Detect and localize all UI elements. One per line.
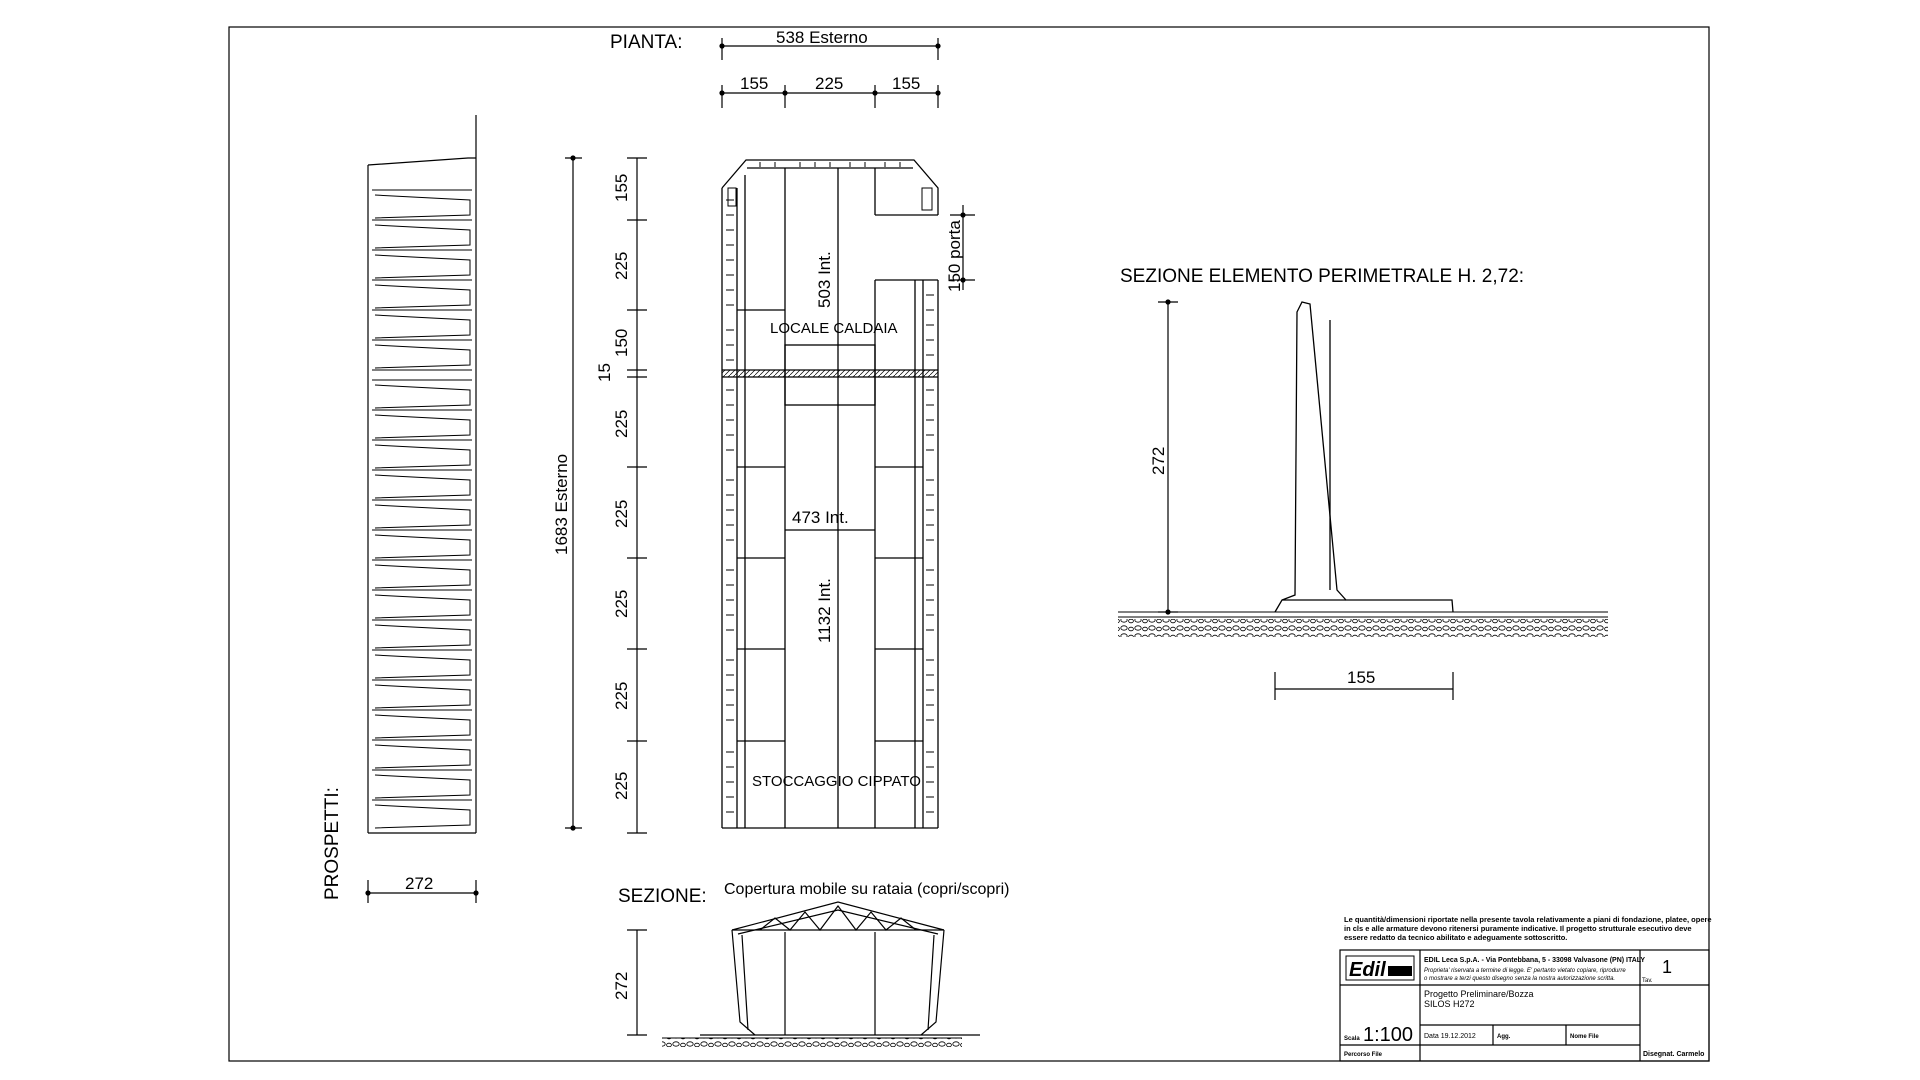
company-logo bbox=[1346, 956, 1414, 981]
prospetti-title: PROSPETTI: bbox=[322, 787, 343, 900]
sezione-title: SEZIONE: bbox=[618, 886, 707, 907]
element-ground bbox=[1118, 612, 1608, 617]
partition-hatch bbox=[722, 370, 938, 377]
roof-caption: Copertura mobile su rataia (copri/scopri) bbox=[724, 881, 1010, 898]
tav-label: Tav. bbox=[1642, 978, 1653, 984]
dim-left-225a: 225 bbox=[612, 251, 631, 280]
room-caldaia: LOCALE CALDAIA bbox=[770, 320, 898, 337]
dim-int-473: 473 Int. bbox=[792, 508, 849, 527]
sezione-elemento-title: SEZIONE ELEMENTO PERIMETRALE H. 2,72: bbox=[1120, 266, 1525, 287]
sheet-number: 1 bbox=[1662, 957, 1673, 977]
section-ground bbox=[662, 1038, 962, 1047]
dim-prospetti-width-label: 272 bbox=[405, 874, 434, 893]
dim-left-225f: 225 bbox=[612, 771, 631, 800]
dim-total-length-label: 1683 Esterno bbox=[552, 453, 571, 555]
disclaimer: Le quantità/dimensioni riportate nella presente tavola relativamente a piani di fondazione, platee, opere in cls e alle armature devono ritenersi puramente indicative. Il progetto strutturale esecutivo deve essere redatto da tecnico abilitato e adeguamente sottoscritto. bbox=[1344, 915, 1712, 942]
dim-left-225c: 225 bbox=[612, 499, 631, 528]
dim-element-base-label: 155 bbox=[1347, 668, 1376, 687]
logo-text: Edil bbox=[1349, 959, 1386, 981]
company-name: EDIL Leca S.p.A. - Via Pontebbana, 5 - 33098 Valvasone (PN) ITALY bbox=[1424, 957, 1646, 964]
dim-section-height-label: 272 bbox=[612, 971, 631, 1000]
project-line-2: SILOS H272 bbox=[1424, 999, 1475, 1009]
dim-bay-1: 155 bbox=[740, 74, 769, 93]
date-label: Data 19.12.2012 bbox=[1424, 1033, 1476, 1040]
pianta-title: PIANTA: bbox=[610, 32, 683, 53]
project-line-1: Progetto Preliminare/Bozza bbox=[1424, 989, 1534, 999]
dim-left-225b: 225 bbox=[612, 409, 631, 438]
dim-bay-2: 225 bbox=[815, 74, 844, 93]
prospetti-elevation bbox=[368, 115, 476, 833]
element-profile bbox=[1275, 302, 1453, 612]
dim-left-15: 15 bbox=[595, 363, 614, 382]
dim-int-503: 503 Int. bbox=[815, 251, 834, 308]
sheet-border bbox=[229, 27, 1709, 1061]
dim-total-width-label: 538 Esterno bbox=[776, 28, 868, 47]
room-stoccaggio: STOCCAGGIO CIPPATO bbox=[752, 773, 921, 790]
dim-bay-3: 155 bbox=[892, 74, 921, 93]
dim-left-155: 155 bbox=[612, 173, 631, 202]
element-gravel bbox=[1118, 619, 1608, 637]
dim-element-height-label: 272 bbox=[1149, 446, 1168, 475]
dim-left-225d: 225 bbox=[612, 589, 631, 618]
file-name-label: Nome File bbox=[1570, 1034, 1599, 1040]
dim-int-1132: 1132 Int. bbox=[815, 578, 834, 643]
file-path-label: Percorso File bbox=[1344, 1052, 1383, 1058]
designer-label: Disegnat. Carmelo bbox=[1643, 1051, 1705, 1058]
agg-label: Agg. bbox=[1497, 1034, 1511, 1040]
section-drawing bbox=[700, 902, 980, 1035]
rights-notice: Proprieta' riservata a termine di legge. E' pertanto vietato copiare, riprodurre o mostrare a terzi questo disegno senza la nostra autorizzazione scritta. bbox=[1424, 968, 1626, 982]
dim-left-225e: 225 bbox=[612, 681, 631, 710]
prospetti-panels bbox=[372, 190, 472, 828]
dim-door-label: 150 porta bbox=[945, 220, 964, 292]
scale-label: Scala bbox=[1344, 1036, 1360, 1042]
dim-left-150: 150 bbox=[612, 328, 631, 357]
scale-value: 1:100 bbox=[1363, 1024, 1414, 1046]
